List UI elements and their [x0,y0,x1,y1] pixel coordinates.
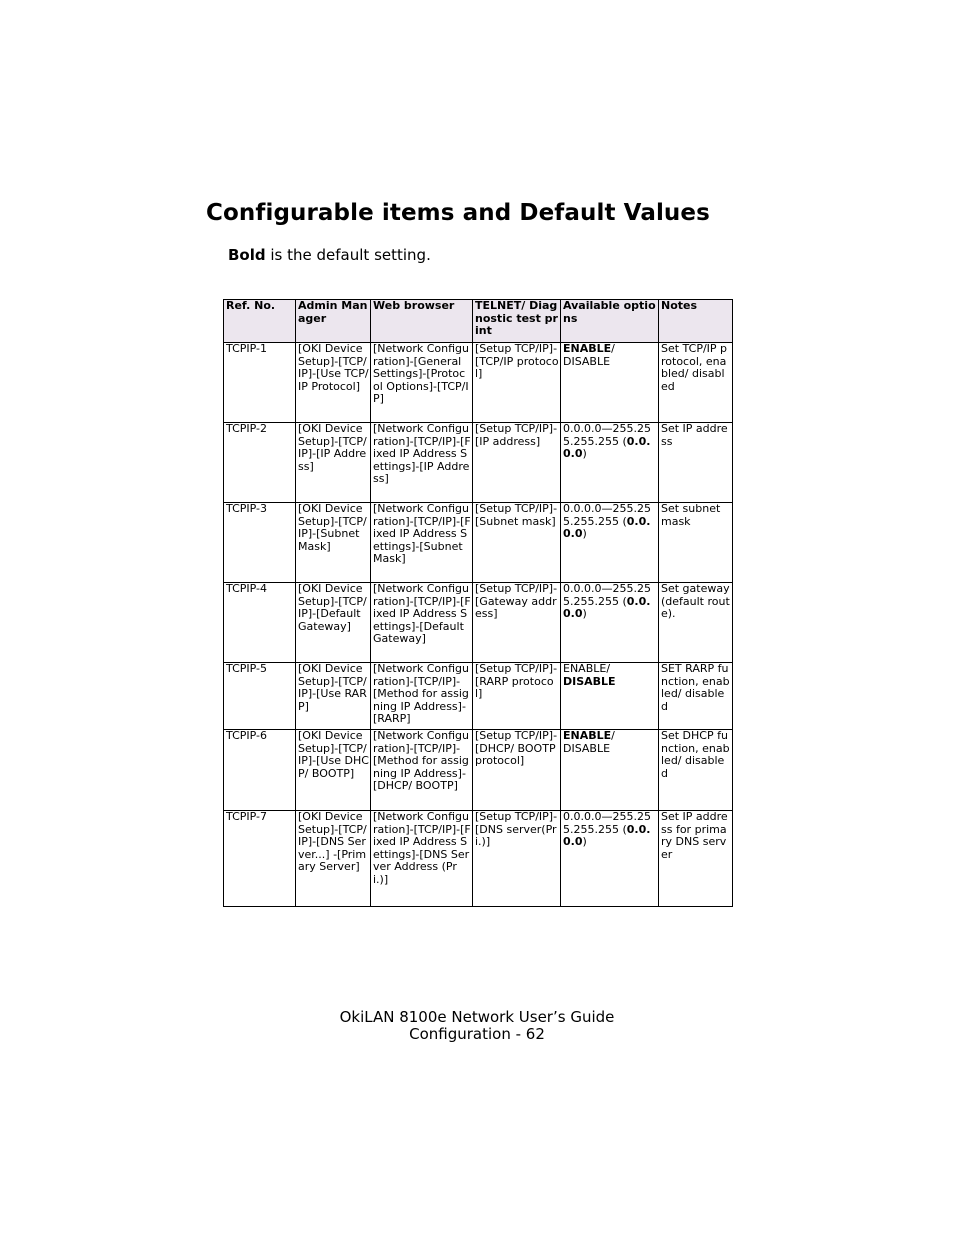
cell-admin: [OKI Device Setup]-[TCP/IP]-[Subnet Mask] [296,503,371,583]
option-close: ) [582,835,587,849]
cell-notes: Set DHCP function, enabled/ disabled [659,730,733,811]
cell-web: [Network Configuration]-[TCP/IP]-[Method for assigning IP Address]-[RARP] [371,663,473,730]
cell-web: [Network Configuration]-[TCP/IP]-[Fixed IP Address Settings]-[Default Gateway] [371,583,473,663]
table-header-row [224,300,733,343]
option-separator: / [611,729,615,742]
cell-admin: [OKI Device Setup]-[TCP/IP]-[DNS Server...] -[Primary Server] [296,811,371,907]
option-default: 0.0.0.0 [563,594,651,621]
cell-notes: Set TCP/IP protocol, enabled/ disabled [659,343,733,423]
cell-ref: TCPIP-7 [224,811,296,907]
cell-options [561,503,659,583]
cell-options [561,583,659,663]
table-row [224,663,733,730]
cell-admin: [OKI Device Setup]-[TCP/IP]-[Use TCP/IP Protocol] [296,343,371,423]
cell-options [561,811,659,907]
cell-admin: [OKI Device Setup]-[TCP/IP]-[Use DHCP/ BOOTP] [296,730,371,811]
header-web-browser: Web browser [371,300,473,343]
footer-guide-title: OkiLAN 8100e Network User’s Guide [339,1008,615,1026]
header-telnet: TELNET/ Diagnostic test print [473,300,561,343]
header-admin-manager: Admin Manager [296,300,371,343]
option-close: ) [582,447,587,461]
cell-notes: Set gateway (default route). [659,583,733,663]
table-row [224,423,733,503]
cell-admin: [OKI Device Setup]-[TCP/IP]-[Default Gateway] [296,583,371,663]
cell-options [561,343,659,423]
cell-telnet: [Setup TCP/IP]-[TCP/IP protocol] [473,343,561,423]
cell-web: [Network Configuration]-[TCP/IP]-[Method for assigning IP Address]-[DHCP/ BOOTP] [371,730,473,811]
table-row [224,343,733,423]
cell-ref: TCPIP-5 [224,663,296,730]
table-row [224,730,733,811]
cell-options [561,730,659,811]
cell-web: [Network Configuration]-[TCP/IP]-[Fixed IP Address Settings]-[DNS Server Address (Pri.)] [371,811,473,907]
cell-notes: SET RARP function, enabled/ disabled [659,663,733,730]
cell-ref: TCPIP-1 [224,343,296,423]
option-default: 0.0.0.0 [563,822,651,849]
cell-admin: [OKI Device Setup]-[TCP/IP]-[IP Address] [296,423,371,503]
cell-ref: TCPIP-4 [224,583,296,663]
page-title: Configurable items and Default Values [206,200,710,226]
intro-bold-word: Bold [228,246,266,264]
cell-ref: TCPIP-6 [224,730,296,811]
cell-web: [Network Configuration]-[General Settings]-[Protocol Options]-[TCP/IP] [371,343,473,423]
header-notes: Notes [659,300,733,343]
table-row [224,811,733,907]
option-close: ) [582,527,587,541]
option-default: 0.0.0.0 [563,434,651,461]
cell-telnet: [Setup TCP/IP]-[DHCP/ BOOTP protocol] [473,730,561,811]
intro-text [228,246,431,264]
option-alt: DISABLE [563,741,611,755]
config-table [223,299,733,907]
option-default: ENABLE [563,342,612,355]
option-separator: / [611,342,615,355]
option-range: 0.0.0.0—255.255.255.255 ( [563,810,651,836]
cell-ref: TCPIP-3 [224,503,296,583]
cell-telnet: [Setup TCP/IP]-[RARP protocol] [473,663,561,730]
header-ref-no: Ref. No. [224,300,296,343]
option-alt: DISABLE [563,354,611,368]
option-range: 0.0.0.0—255.255.255.255 ( [563,582,651,608]
cell-telnet: [Setup TCP/IP]-[IP address] [473,423,561,503]
cell-admin: [OKI Device Setup]-[TCP/IP]-[Use RARP] [296,663,371,730]
cell-telnet: [Setup TCP/IP]-[DNS server(Pri.)] [473,811,561,907]
cell-notes: Set IP address for primary DNS server [659,811,733,907]
header-available-options: Available options [561,300,659,343]
option-close: ) [582,607,587,621]
cell-notes: Set IP address [659,423,733,503]
intro-rest: is the default setting. [265,246,431,264]
footer-page-number: Configuration - 62 [409,1025,545,1043]
cell-options [561,423,659,503]
cell-web: [Network Configuration]-[TCP/IP]-[Fixed IP Address Settings]-[IP Address] [371,423,473,503]
cell-notes: Set subnet mask [659,503,733,583]
option-alt: ENABLE/ [563,662,611,675]
table-row [224,503,733,583]
option-range: 0.0.0.0—255.255.255.255 ( [563,502,651,528]
cell-options [561,663,659,730]
option-default: DISABLE [563,674,616,688]
cell-ref: TCPIP-2 [224,423,296,503]
cell-web: [Network Configuration]-[TCP/IP]-[Fixed IP Address Settings]-[Subnet Mask] [371,503,473,583]
cell-telnet: [Setup TCP/IP]-[Gateway address] [473,583,561,663]
cell-telnet: [Setup TCP/IP]-[Subnet mask] [473,503,561,583]
option-range: 0.0.0.0—255.255.255.255 ( [563,422,651,448]
option-default: ENABLE [563,729,612,742]
option-default: 0.0.0.0 [563,514,651,541]
table-row [224,583,733,663]
